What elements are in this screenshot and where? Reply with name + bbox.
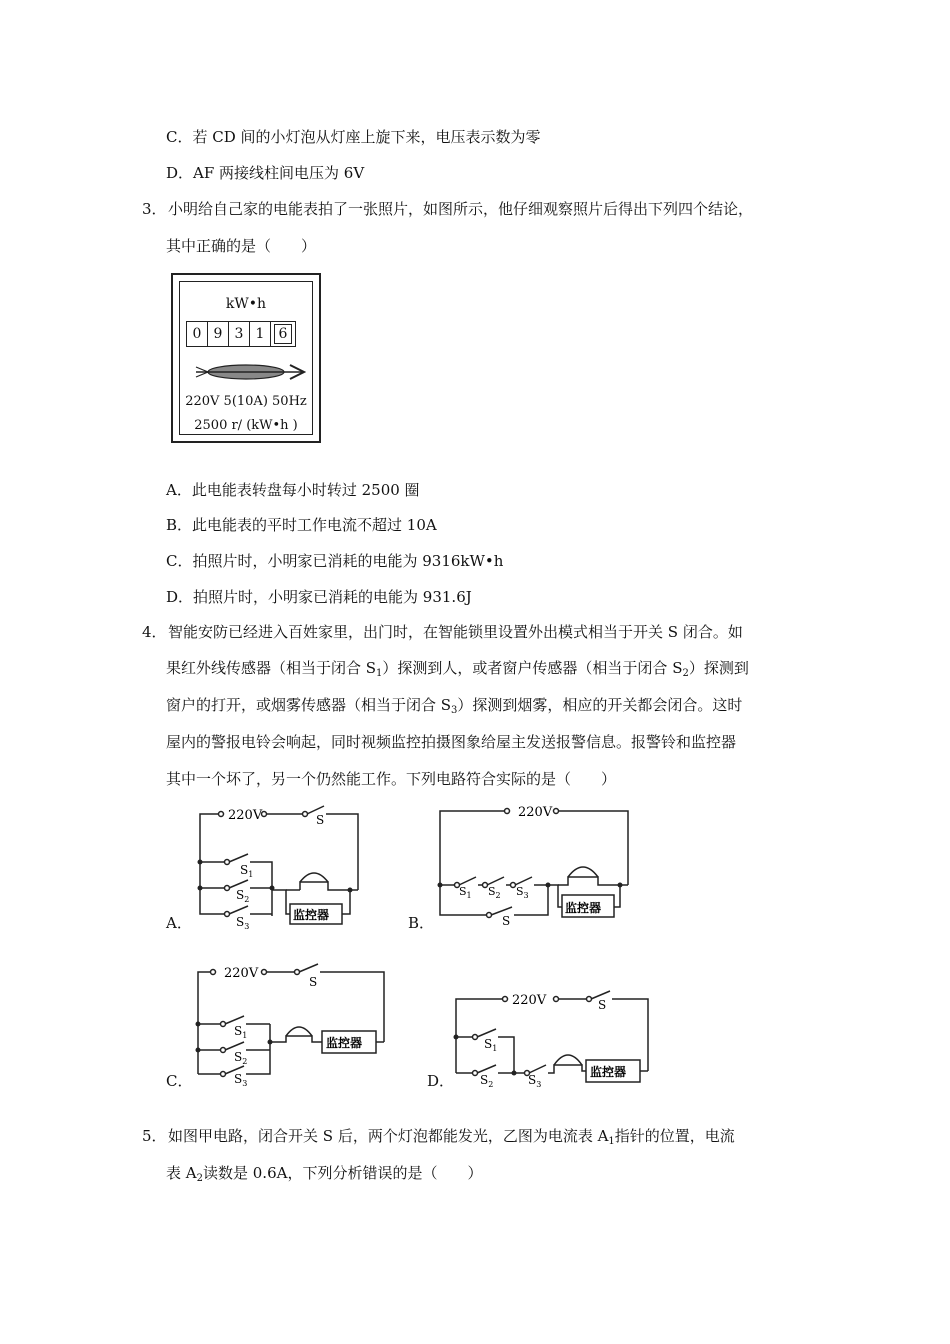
question-4-line5: 其中一个坏了，另一个仍然能工作。下列电路符合实际的是（ ）: [166, 770, 617, 788]
circuit-b-label: B．: [408, 914, 435, 932]
question-5-line1: 如图甲电路，闭合开关 S 后，两个灯泡都能发光，乙图为电流表 $A_1$指针的位置，电流: [168, 1127, 735, 1147]
question-4-line2: 果红外线传感器（相当于闭合 $S_1$）探测到人，或者窗户传感器（相当于闭合 $S_2$）探测到: [166, 659, 749, 679]
question-4-line4: 屋内的警报电铃会响起，同时视频监控拍摄图象给屋主发送报警信息。报警铃和监控器: [166, 733, 737, 751]
circuit-d-label: D．: [427, 1072, 455, 1090]
question-3-number: 3．: [142, 200, 167, 218]
option-d-prev: D．AF 两接线柱间电压为 6V: [166, 164, 365, 182]
circuit-a-diagram: [190, 800, 365, 930]
svg-text:S2: $S_2$: [234, 1050, 248, 1066]
electric-meter-figure: [171, 273, 321, 443]
circuit-b-diagram: [432, 797, 637, 929]
circuit-d-diagram: [448, 985, 658, 1087]
circuit-switch-s-label: S: [316, 813, 325, 827]
svg-text:S3: $S_3$: [236, 915, 250, 930]
svg-text:S1: $S_1$: [459, 885, 472, 900]
question-3-option-c: C．拍照片时，小明家已消耗的电能为 9316kW•h: [166, 552, 504, 570]
question-5-number: 5．: [142, 1127, 167, 1145]
svg-text:S: S: [309, 975, 318, 989]
svg-text:S1: $S_1$: [234, 1024, 248, 1040]
svg-text:220V: 220V: [518, 805, 553, 820]
option-c-prev: C．若 CD 间的小灯泡从灯座上旋下来，电压表示数为零: [166, 128, 541, 146]
meter-unit: kW•h: [225, 296, 267, 312]
svg-text:220V: 220V: [512, 993, 547, 1008]
meter-digit-decimal: [271, 322, 295, 346]
svg-text:220V: 220V: [224, 966, 259, 981]
question-3-option-b: B．此电能表的平时工作电流不超过 10A: [166, 516, 437, 534]
svg-text:S: S: [598, 998, 607, 1012]
svg-text:S3: $S_3$: [516, 885, 529, 900]
meter-digit: 1: [250, 322, 271, 346]
circuit-a-label: A．: [166, 914, 192, 932]
question-3-line1: 小明给自己家的电能表拍了一张照片，如图所示，他仔细观察照片后得出下列四个结论，: [168, 200, 754, 218]
svg-text:S1: $S_1$: [484, 1037, 498, 1053]
meter-digit: 0: [187, 322, 208, 346]
circuit-c-diagram: [188, 958, 393, 1086]
question-3-option-a: A．此电能表转盘每小时转过 2500 圈: [166, 481, 420, 499]
circuit-source-label: 220V: [228, 808, 263, 823]
svg-text:监控器: 监控器: [565, 901, 602, 915]
svg-text:S2: $S_2$: [488, 885, 501, 900]
svg-text:监控器: 监控器: [326, 1036, 363, 1050]
question-4-number: 4．: [142, 623, 167, 641]
meter-spec-voltage: 220V 5(10A) 50Hz: [185, 394, 307, 409]
question-4-line3: 窗户的打开，或烟雾传感器（相当于闭合 $S_3$）探测到烟雾，相应的开关都会闭合。这时: [166, 696, 743, 716]
question-3-option-d: D．拍照片时，小明家已消耗的电能为 931.6J: [166, 588, 472, 606]
svg-text:S3: $S_3$: [234, 1072, 248, 1086]
question-4-line1: 智能安防已经进入百姓家里，出门时，在智能锁里设置外出模式相当于开关 S 闭合。如: [168, 623, 743, 641]
meter-spec-revolutions: 2500 r/ (kW•h ): [194, 418, 298, 433]
svg-text:S2: $S_2$: [236, 888, 250, 904]
svg-text:监控器: 监控器: [590, 1065, 627, 1079]
meter-disc-arrow-icon: [194, 360, 306, 384]
svg-text:S3: $S_3$: [528, 1073, 542, 1087]
svg-text:S2: $S_2$: [480, 1073, 494, 1087]
question-5-line2: 表 $A_2$读数是 0.6A，下列分析错误的是（ ）: [166, 1164, 483, 1184]
meter-digit: 3: [229, 322, 250, 346]
question-3-line2: 其中正确的是（ ）: [166, 237, 317, 255]
circuit-c-label: C．: [166, 1072, 193, 1090]
svg-text:S: S: [502, 914, 511, 928]
svg-text:S1: $S_1$: [240, 863, 254, 879]
monitor-label: 监控器: [293, 908, 330, 922]
meter-digit: 6: [274, 324, 292, 344]
meter-digits: [186, 321, 296, 347]
meter-digit: 9: [208, 322, 229, 346]
